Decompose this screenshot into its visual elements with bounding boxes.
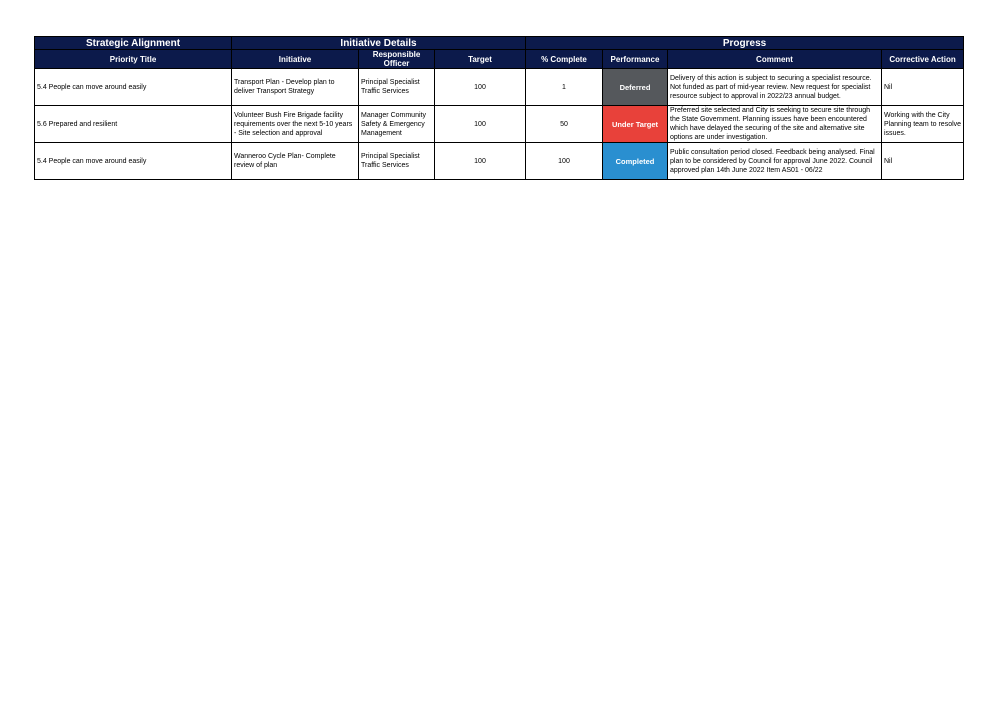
responsible-officer-cell: Manager Community Safety & Emergency Management [359, 106, 435, 143]
target-cell: 100 [435, 69, 526, 106]
corrective-action-cell: Nil [882, 69, 964, 106]
comment-cell: Preferred site selected and City is seeking to secure site through the State Government. Planning issues have been encountered which have delayed the securing of the site and alternative site options are under investigation. [668, 106, 882, 143]
table-row [35, 69, 964, 106]
comment-cell: Public consultation period closed. Feedback being analysed. Final plan to be considered by Council for approval June 2022. Council approved plan 14th June 2022 Item AS01 - 06/22 [668, 143, 882, 180]
priority-title-cell: 5.4 People can move around easily [35, 69, 232, 106]
performance-badge: Under Target [603, 106, 668, 143]
group-header-row [35, 37, 964, 50]
group-initiative-details: Initiative Details [232, 37, 526, 50]
comment-cell: Delivery of this action is subject to securing a specialist resource. Not funded as part of mid-year review. New request for specialist resource subject to approval in 2022/23 annual budget. [668, 69, 882, 106]
initiative-cell: Wanneroo Cycle Plan- Complete review of plan [232, 143, 359, 180]
col-initiative: Initiative [232, 50, 359, 69]
table-row [35, 143, 964, 180]
initiative-cell: Transport Plan - Develop plan to deliver Transport Strategy [232, 69, 359, 106]
col-target: Target [435, 50, 526, 69]
corrective-action-cell: Nil [882, 143, 964, 180]
col-responsible-officer: Responsible Officer [359, 50, 435, 69]
initiative-cell: Volunteer Bush Fire Brigade facility requirements over the next 5-10 years - Site selection and approval [232, 106, 359, 143]
group-progress: Progress [526, 37, 964, 50]
corrective-action-cell: Working with the City Planning team to resolve issues. [882, 106, 964, 143]
progress-report-table [34, 36, 964, 180]
pct-complete-cell: 50 [526, 106, 603, 143]
priority-title-cell: 5.6 Prepared and resilient [35, 106, 232, 143]
col-priority-title: Priority Title [35, 50, 232, 69]
target-cell: 100 [435, 106, 526, 143]
responsible-officer-cell: Principal Specialist Traffic Services [359, 143, 435, 180]
col-pct-complete: % Complete [526, 50, 603, 69]
col-comment: Comment [668, 50, 882, 69]
column-header-row [35, 50, 964, 69]
performance-badge: Deferred [603, 69, 668, 106]
col-performance: Performance [603, 50, 668, 69]
priority-title-cell: 5.4 People can move around easily [35, 143, 232, 180]
pct-complete-cell: 100 [526, 143, 603, 180]
responsible-officer-cell: Principal Specialist Traffic Services [359, 69, 435, 106]
table-row [35, 106, 964, 143]
pct-complete-cell: 1 [526, 69, 603, 106]
group-strategic-alignment: Strategic Alignment [35, 37, 232, 50]
col-corrective-action: Corrective Action [882, 50, 964, 69]
target-cell: 100 [435, 143, 526, 180]
performance-badge: Completed [603, 143, 668, 180]
